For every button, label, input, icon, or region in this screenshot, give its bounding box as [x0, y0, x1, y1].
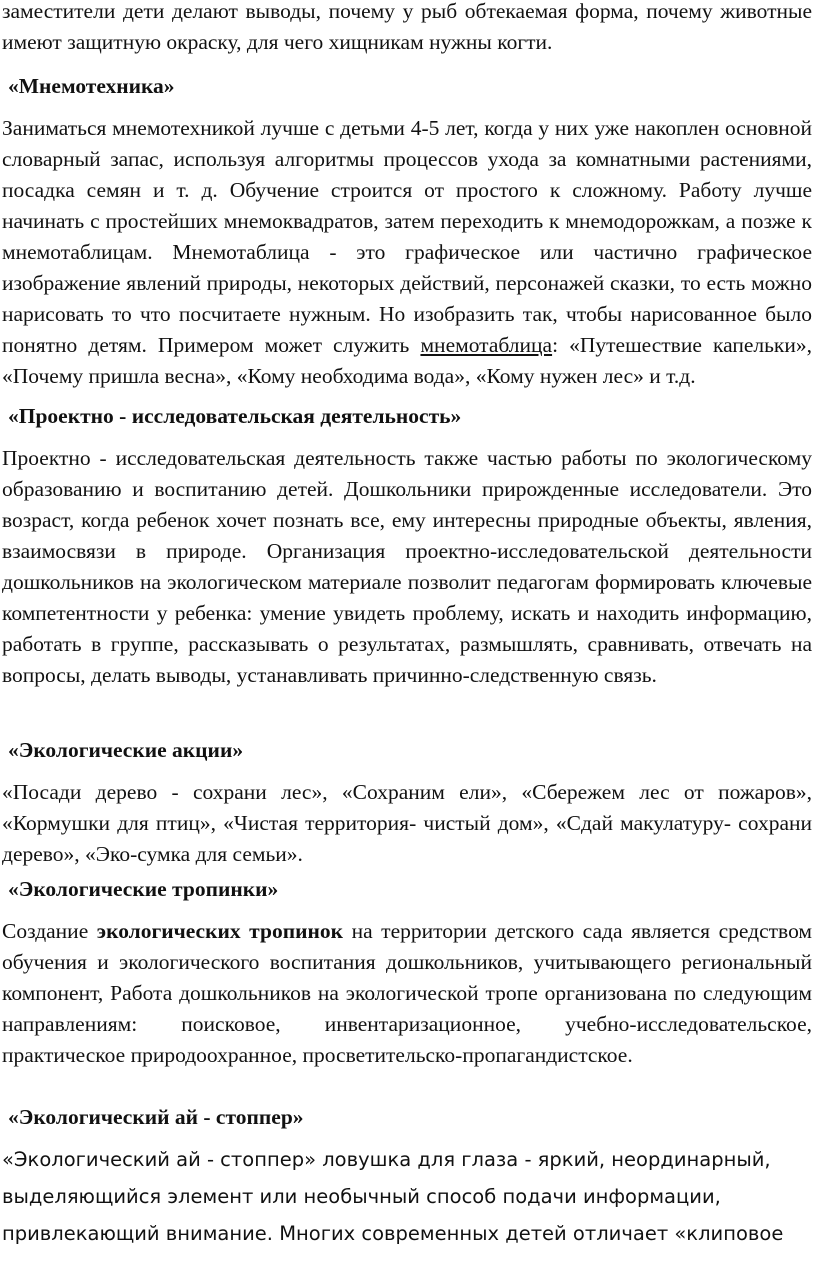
eco-trails-bold-term: экологических тропинок	[96, 919, 344, 943]
heading-eye-stopper: «Экологический ай - стоппер»	[8, 1105, 304, 1129]
heading-eco-actions: «Экологические акции»	[8, 738, 244, 762]
project-research-paragraph: Проектно - исследовательская деятельность также частью работы по экологическому образованию и воспитанию детей. Дошкольники прирожденные исследователи. Это возраст, когда ребенок хочет познать все, ему интересны природные объекты, явления, взаимосвязи в природе. Организация проектно-исследовательской деятельности дошкольников на экологическом материале позволит педагогам формировать ключевые компетентности у ребенка: умение увидеть проблему, искать и находить информацию, работать в группе, рассказывать о результатах, размышлять, сравнивать, отвечать на вопросы, делать выводы, устанавливать причинно-следственную связь.	[2, 446, 812, 687]
eye-stopper-paragraph: «Экологический ай - стоппер» ловушка для глаза - яркий, неординарный, выделяющийся элемент или необычный способ подачи информации, привлекающий внимание. Многих современных детей отличает «клиповое	[2, 1148, 784, 1245]
heading-eco-trails: «Экологические тропинки»	[8, 877, 279, 901]
mnemotechnics-examples: : «Путешествие капельки», «Почему пришла весна», «Кому необходима вода», «Кому нужен лес» и т.д.	[2, 333, 812, 388]
eco-trails-text-end: на территории детского сада является средством обучения и экологического воспитания дошкольников, учитывающего региональный компонент, Работа дошкольников на экологической тропе организована по следующим направлениям: поисковое, инвентаризационное, учебно-исследовательское, практическое природоохранное, просветительско-пропагандистское.	[2, 919, 813, 1067]
mnemotechnics-paragraph	[2, 113, 812, 392]
eco-trails-paragraph	[2, 916, 812, 1071]
mnemotechnics-text: Заниматься мнемотехникой лучше с детьми 4-5 лет, когда у них уже накоплен основной словарный запас, используя алгоритмы процессов ухода за комнатными растениями, посадка семян и т. д. Обучение строится от простого к сложному. Работу лучше начинать с простейших мнемоквадратов, затем переходить к мнемодорожкам, а позже к мнемотаблицам. Мнемотаблица - это графическое или частично графическое изображение явлений природы, некоторых действий, персонажей сказки, то есть можно нарисовать то что посчитаете нужным. Но изобразить так, чтобы нарисованное было понятно детям. Примером может служить	[2, 116, 812, 357]
intro-paragraph: заместители дети делают выводы, почему у рыб обтекаемая форма, почему животные имеют защитную окраску, для чего хищникам нужны когти.	[2, 0, 812, 54]
heading-project-research: «Проектно - исследовательская деятельность»	[8, 404, 462, 428]
eco-actions-paragraph: «Посади дерево - сохрани лес», «Сохраним ели», «Сбережем лес от пожаров», «Кормушки для птиц», «Чистая территория- чистый дом», «Сдай макулатуру- сохрани дерево», «Эко-сумка для семьи».	[2, 780, 812, 866]
eco-trails-text-start: Создание	[2, 919, 97, 943]
mnemotable-link[interactable]: мнемотаблица	[420, 333, 553, 357]
heading-mnemotechnics: «Мнемотехника»	[8, 74, 175, 98]
